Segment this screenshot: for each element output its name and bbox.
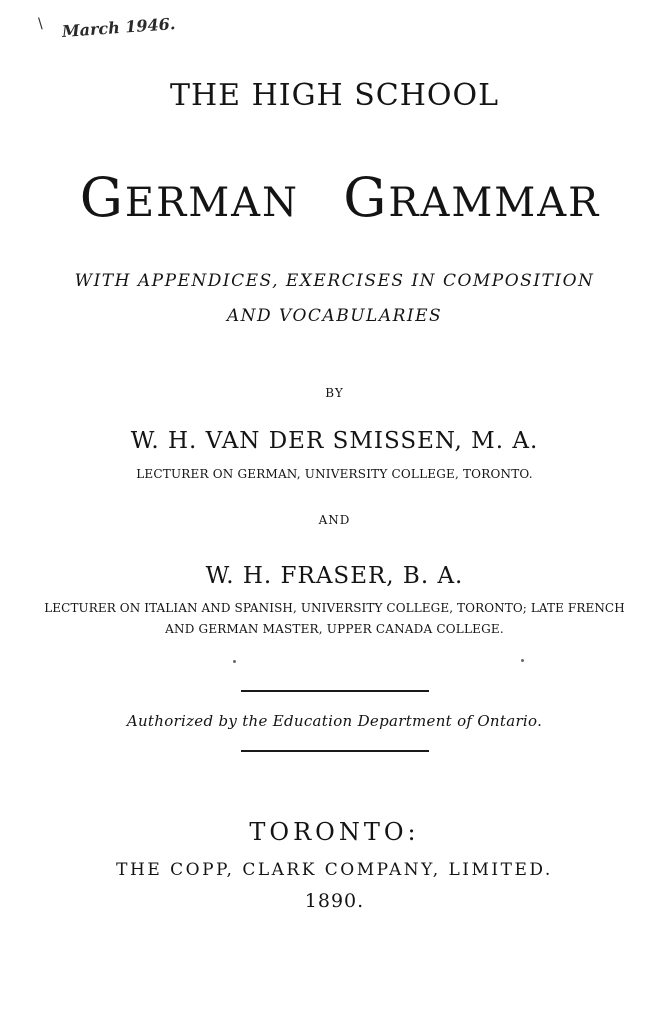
corner-mark: \: [38, 16, 43, 32]
authorization-line: Authorized by the Education Department of Ontario.: [126, 712, 543, 730]
author-1-role: LECTURER ON GERMAN, UNIVERSITY COLLEGE, TORONTO.: [136, 467, 533, 481]
title-initial-g1: G: [79, 166, 125, 229]
by-label: BY: [325, 386, 344, 400]
rule-bottom: [241, 750, 429, 752]
author-2-role-line-1: LECTURER ON ITALIAN AND SPANISH, UNIVERSITY COLLEGE, TORONTO; LATE FRENCH: [44, 601, 625, 615]
title-initial-g2: G: [343, 166, 389, 229]
author-1-name: W. H. VAN DER SMISSEN, M. A.: [130, 428, 539, 454]
rule-top: [241, 690, 429, 692]
speck: [233, 660, 236, 663]
author-2-name: W. H. FRASER, B. A.: [205, 563, 464, 589]
imprint-year: 1890.: [304, 890, 365, 912]
imprint-publisher: THE COPP, CLARK COMPANY, LIMITED.: [116, 860, 553, 880]
handwritten-note: March 1946.: [61, 14, 176, 41]
title-line-2: [30, 166, 650, 229]
imprint-place: TORONTO:: [249, 818, 420, 846]
and-label: AND: [318, 513, 351, 527]
title-word-rammar: RAMMAR: [388, 180, 601, 226]
subtitle-line-1: WITH APPENDICES, EXERCISES IN COMPOSITION: [74, 271, 595, 291]
title-word-erman: ERMAN: [124, 180, 300, 226]
author-2-role-line-2: AND GERMAN MASTER, UPPER CANADA COLLEGE.: [165, 622, 504, 636]
title-line-1: THE HIGH SCHOOL: [169, 78, 500, 113]
speck: [521, 659, 524, 662]
subtitle-line-2: AND VOCABULARIES: [226, 306, 443, 326]
